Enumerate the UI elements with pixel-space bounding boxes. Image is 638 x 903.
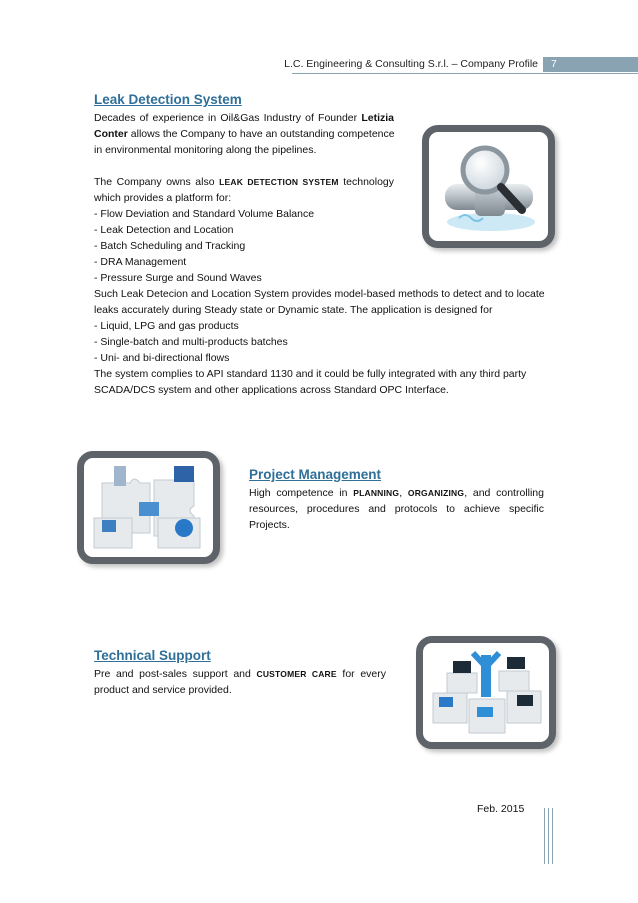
list-item: - Uni- and bi-directional flows xyxy=(94,352,230,364)
leak-intro-line-2 xyxy=(94,126,404,142)
project-line-2: resources, procedures and protocols to achieve specific xyxy=(249,503,544,515)
network-puzzle-icon xyxy=(423,643,549,742)
planning-term: PLANNING xyxy=(353,488,400,498)
leak-detection-heading: Leak Detection System xyxy=(94,92,242,107)
lds-api-line-2: SCADA/DCS system and other applications across Standard OPC Interface. xyxy=(94,384,449,396)
support-line-2: product and service provided. xyxy=(94,684,232,696)
support-line-1-post: for every xyxy=(342,668,386,680)
lds-platform-line: which provides a platform for: xyxy=(94,192,232,204)
list-item: - Flow Deviation and Standard Volume Balance xyxy=(94,208,315,220)
magnifier-pipe-icon xyxy=(429,132,548,241)
project-line-1 xyxy=(249,485,544,501)
project-line-1-pre: High competence in xyxy=(249,487,348,499)
founder-first-name: Letizia xyxy=(361,112,395,124)
lds-owns-line xyxy=(94,174,394,190)
lds-owns-post: technology xyxy=(343,176,395,188)
project-management-heading: Project Management xyxy=(249,467,382,482)
lds-api-line-1: The system complies to API standard 1130 and it could be fully integrated with any third party xyxy=(94,368,527,380)
puzzle-pieces-icon xyxy=(84,458,213,557)
leak-detection-image xyxy=(422,125,555,248)
lds-owns-pre: The Company owns also xyxy=(94,176,215,188)
founder-last-name: Conter xyxy=(94,128,128,140)
technical-support-heading: Technical Support xyxy=(94,648,211,663)
customer-care-term: CUSTOMER CARE xyxy=(256,669,337,679)
project-management-image xyxy=(77,451,220,564)
list-item: - Single-batch and multi-products batches xyxy=(94,336,288,348)
header-rule xyxy=(292,73,638,74)
page-number: 7 xyxy=(543,57,638,72)
leak-intro-line-1 xyxy=(94,110,394,126)
list-item: - Batch Scheduling and Tracking xyxy=(94,240,246,252)
list-item: - Liquid, LPG and gas products xyxy=(94,320,239,332)
leak-intro-text-2: allows the Company to have an outstanding competence xyxy=(130,128,395,140)
leak-intro-text: Decades of experience in Oil&Gas Industry of Founder xyxy=(94,112,358,124)
support-line-1 xyxy=(94,666,386,682)
lds-name: LEAK DETECTION SYSTEM xyxy=(219,177,339,187)
footer-date: Feb. 2015 xyxy=(477,803,525,815)
project-line-3: Projects. xyxy=(249,519,290,531)
organizing-term: ORGANIZING xyxy=(407,488,465,498)
list-item: - DRA Management xyxy=(94,256,187,268)
lds-method-line-2: leaks accurately during Steady state or Dynamic state. The application is designed for xyxy=(94,304,493,316)
leak-intro-line-3: in environmental monitoring along the pipelines. xyxy=(94,144,317,156)
technical-support-image xyxy=(416,636,556,749)
lds-method-line-1: Such Leak Detecion and Location System provides model-based methods to detect and to locate xyxy=(94,288,545,300)
header-title: L.C. Engineering & Consulting S.r.l. – Company Profile xyxy=(284,58,538,70)
page-header xyxy=(0,56,638,74)
project-separator: , xyxy=(399,487,403,499)
list-item: - Leak Detection and Location xyxy=(94,224,234,236)
support-line-1-pre: Pre and post-sales support and xyxy=(94,668,251,680)
list-item: - Pressure Surge and Sound Waves xyxy=(94,272,262,284)
project-line-1-post: , and controlling xyxy=(464,487,544,499)
